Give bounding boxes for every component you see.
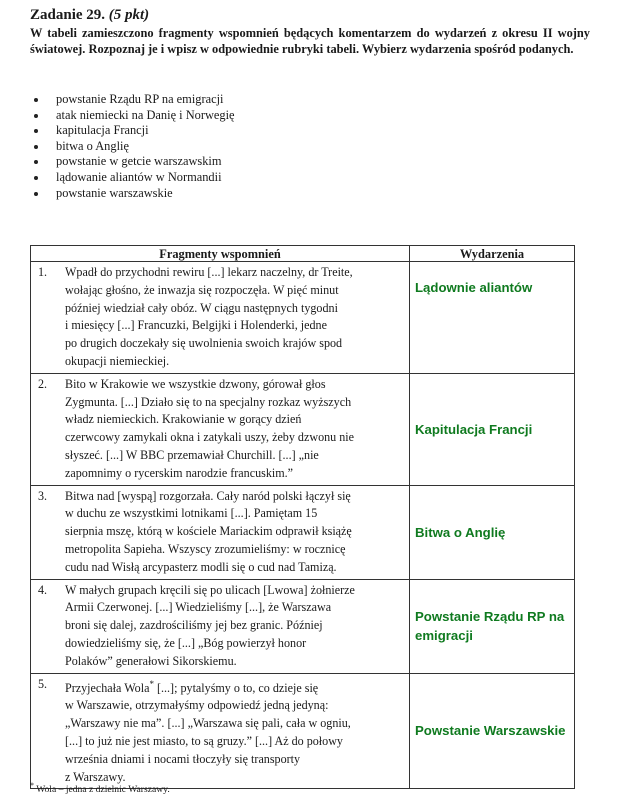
fragment-line: września dniami i nocami tłoczyły się transporty [65, 751, 301, 766]
answer-cell[interactable]: Kapitulacja Francji [410, 373, 575, 485]
task-instructions: W tabeli zamieszczono fragmenty wspomnień będących komentarzem do wydarzeń z okresu II wojny światowej. Rozpoznaj je i wpisz w odpowiednie rubryki tabeli. Wybierz wydarzenia spośród podanych. [30, 26, 590, 56]
fragment-line: władz niemieckich. Krakowianie w gorący dzień [65, 412, 302, 427]
fragment-line: Wpadł do przychodni rewiru [...] lekarz naczelny, dr Treite, [65, 265, 353, 279]
fragment-line: Polaków” generałowi Sikorskiemu. [65, 653, 237, 668]
task-header [30, 6, 590, 57]
fragment-line: Bito w Krakowie we wszystkie dzwony, górował głos [65, 376, 326, 391]
fragment-line [65, 676, 403, 698]
fragment-line: Zygmunta. [...] Działo się to na specjalny rozkaz wyższych [65, 394, 352, 409]
table-row [31, 579, 575, 673]
table-row [31, 262, 575, 374]
footnote-marker: * [149, 678, 154, 689]
row-number: 5. [38, 676, 48, 691]
row-number: 2. [38, 376, 48, 391]
footnote [30, 781, 170, 795]
row-number: 3. [38, 488, 48, 503]
fragment-line: z Warszawy. [65, 769, 126, 784]
task-title [30, 6, 590, 24]
table-row [31, 373, 575, 485]
option-item: bitwa o Anglię [30, 139, 235, 155]
fragment-line: [...] to już nie jest miasto, to są gruzy.” [...] Aż do połowy [65, 733, 343, 748]
fragment-cell [31, 673, 410, 789]
task-points: (5 pkt) [108, 7, 150, 23]
fragment-line: czerwcowy zamykali okna i zatykali uszy, żeby dzwonu nie [65, 430, 355, 445]
fragment-line: Bitwa nad [wyspą] rozgorzała. Cały naród polski łączył się [65, 488, 351, 503]
option-item: powstanie w getcie warszawskim [30, 154, 235, 170]
option-item: lądowanie aliantów w Normandii [30, 170, 235, 186]
fragment-line: po drugich doczekały się uwolnienia swoich krajów spod [65, 336, 343, 351]
fragment-line: metropolita Sapieha. Wszyscy zrozumieliśmy: w rocznicę [65, 541, 346, 556]
answer-cell[interactable]: Powstanie Warszawskie [410, 673, 575, 789]
row-number: 4. [38, 582, 48, 597]
answer-cell[interactable]: Lądownie aliantów [410, 262, 575, 374]
fragment-line: i miesięcy [...] Francuzki, Belgijki i Holenderki, jedne [65, 318, 327, 333]
fragment-line: okupacji niemieckiej. [65, 353, 170, 368]
fragment-line: cudu nad Wisłą arcypasterz modli się o cud nad Tamizą. [65, 559, 337, 574]
fragment-line: „Warszawy nie ma”. [...] „Warszawa się pali, cała w ogniu, [65, 716, 351, 731]
fragment-line: broni się dalej, zazdrościliśmy jej bez granic. Później [65, 618, 323, 633]
table-row [31, 485, 575, 579]
option-item: powstanie Rządu RP na emigracji [30, 92, 235, 108]
fragment-cell [31, 579, 410, 673]
footnote-marker: * [30, 781, 34, 790]
answer-cell[interactable]: Powstanie Rządu RP na emigracji [410, 579, 575, 673]
event-options-list [30, 92, 235, 201]
fragment-cell [31, 373, 410, 485]
fragment-line: sierpnia mszę, którą w kościele Mariackim odprawił książę [65, 524, 352, 539]
fragment-line: W małych grupach kręcili się po ulicach [Lwowa] żołnierze [65, 582, 355, 597]
option-item: atak niemiecki na Danię i Norwegię [30, 108, 235, 124]
fragment-text: [...]; pytalyśmy o to, co dzieje się [153, 680, 319, 695]
fragment-line: zapomnimy o rycerskim narodzie francuskim.” [65, 465, 294, 480]
option-item: kapitulacja Francji [30, 123, 235, 139]
fragment-line: w duchu ze wszystkimi lotnikami [...]. Pamiętam 15 [65, 506, 318, 521]
fragment-line: później wiedział cały obóz. W ciągu następnych tygodni [65, 300, 338, 315]
header-fragments: Fragmenty wspomnień [31, 246, 410, 262]
fragment-line: słyszeć. [...] W BBC przemawiał Churchill. [...] „nie [65, 447, 319, 462]
fragment-cell [31, 262, 410, 374]
task-number: Zadanie 29. [30, 7, 106, 23]
answer-cell[interactable]: Bitwa o Anglię [410, 485, 575, 579]
table-header-row [31, 246, 575, 262]
fragment-line: Armii Czerwonej. [...] Wiedzieliśmy [...], że Warszawa [65, 600, 332, 615]
header-events: Wydarzenia [410, 246, 575, 262]
row-number: 1. [38, 265, 48, 279]
answer-table [30, 245, 575, 789]
fragment-line: dowiedzieliśmy się, że [...] „Bóg powierzył honor [65, 635, 307, 650]
option-item: powstanie warszawskie [30, 186, 235, 202]
fragment-cell [31, 485, 410, 579]
fragment-line: w Warszawie, otrzymałyśmy odpowiedź jedną jedyną: [65, 698, 329, 713]
fragment-text: Przyjechała Wola [65, 680, 150, 695]
footnote-text: Wola – jedna z dzielnic Warszawy. [34, 784, 170, 796]
fragment-line: wołając głośno, że inwazja się rozpoczęła. W pięć minut [65, 282, 339, 297]
table-row [31, 673, 575, 789]
